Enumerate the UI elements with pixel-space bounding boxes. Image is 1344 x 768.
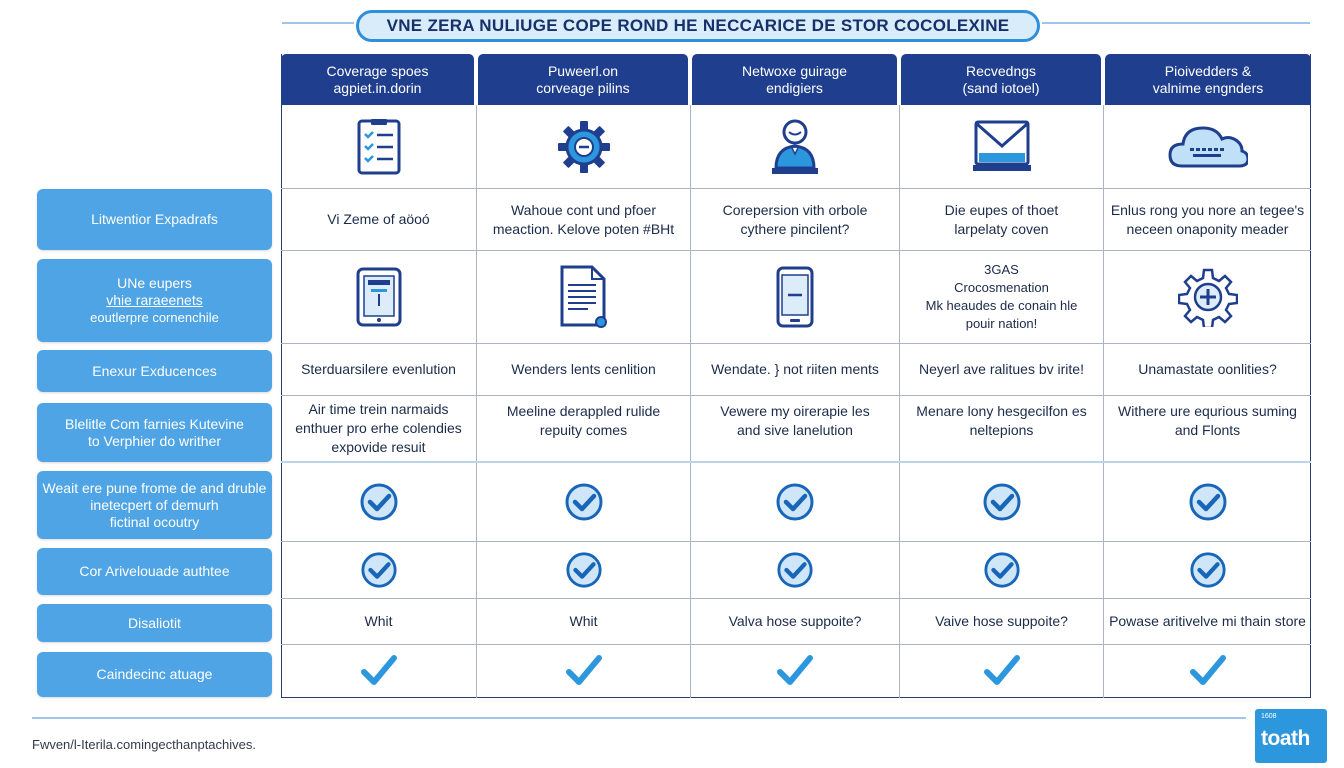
cell-text: enthuer pro erhe colendies xyxy=(295,420,462,436)
check-cell xyxy=(900,542,1103,598)
column-header-line: endigiers xyxy=(766,79,823,96)
icon-cell xyxy=(281,105,476,188)
person-icon xyxy=(770,118,820,176)
row-label-text: to Verphier do writher xyxy=(87,432,222,449)
icon-cell xyxy=(691,105,899,188)
column-header-5 xyxy=(1105,54,1311,105)
check-cell xyxy=(691,463,899,541)
row-label-1 xyxy=(37,189,272,250)
row-label-text: Blelitle Com farnies Kutevine xyxy=(65,415,244,432)
icon-cell xyxy=(900,105,1103,188)
check-circle-icon xyxy=(1188,482,1228,522)
icon-cell xyxy=(281,251,476,343)
check-cell xyxy=(477,645,690,697)
row-label-text: UNe eupers xyxy=(117,275,192,291)
cell-text: repuity comes xyxy=(539,422,628,438)
check-cell xyxy=(691,645,899,697)
icon-cell xyxy=(1104,105,1311,188)
table-cell xyxy=(477,599,690,644)
row-label-5 xyxy=(37,471,272,539)
brand-logo[interactable] xyxy=(1255,709,1327,763)
cell-text: Wahoue cont und pfoer xyxy=(510,201,657,218)
table-cell xyxy=(691,599,899,644)
column-header-line: Recvedngs xyxy=(965,62,1037,79)
check-circle-icon xyxy=(565,551,603,589)
cell-text: 3GAS xyxy=(984,262,1019,277)
column-header-3 xyxy=(692,54,897,105)
cell-text: Unamastate oonlities? xyxy=(1138,361,1277,377)
row-label-6 xyxy=(37,548,272,595)
cell-text: cythere pincilent? xyxy=(740,220,850,237)
check-cell xyxy=(1104,645,1311,697)
row-label-text: Litwentior Expadrafs xyxy=(91,211,218,227)
cell-text: Powase aritivelve mi thain store xyxy=(1109,613,1306,629)
document-icon xyxy=(558,265,610,329)
cell-text: Corepersion vith orbole xyxy=(722,201,868,218)
check-cell xyxy=(1104,542,1311,598)
row-label-text: vhie raraeenets xyxy=(106,292,203,308)
table-cell xyxy=(691,344,899,395)
cell-text: Crocosmenation xyxy=(954,280,1049,295)
icon-cell xyxy=(477,105,690,188)
check-cell xyxy=(691,542,899,598)
check-cell xyxy=(1104,463,1311,541)
row-label-text: inetecpert of demurh xyxy=(90,496,219,513)
footer-source: Fwven/l-Iterila.comingecthanptachives. xyxy=(32,737,256,752)
gear-icon xyxy=(557,120,611,174)
cell-text: Whit xyxy=(364,613,393,629)
title-rule-right xyxy=(1042,22,1310,24)
checkmark-icon xyxy=(565,654,603,688)
phone-icon xyxy=(776,266,814,328)
row-label-text: Weait ere pune frome de and druble xyxy=(42,479,267,496)
cell-text: Wendate. } not riiten ments xyxy=(711,361,879,377)
cell-text: Meeline derappled rulide xyxy=(506,403,661,419)
cell-text: meaction. Kelove poten #BHt xyxy=(492,220,675,237)
row-label-text: fictinal ocoutry xyxy=(109,513,200,530)
check-circle-icon xyxy=(982,482,1022,522)
column-header-line: valnime engnders xyxy=(1152,79,1264,96)
column-header-1 xyxy=(281,54,474,105)
row-label-text: Cor Arivelouade authtee xyxy=(79,563,230,579)
check-circle-icon xyxy=(359,482,399,522)
logo-small-text: 1608 xyxy=(1261,713,1277,720)
table-cell xyxy=(900,251,1103,343)
table-cell xyxy=(900,599,1103,644)
page-title: VNE ZERA NULIUGE COPE ROND HE NECCARICE DE STOR COCOLEXINE xyxy=(356,10,1040,42)
row-label-text: Disaliotit xyxy=(128,614,181,631)
cell-text: neceen onaponity meader xyxy=(1126,220,1289,237)
table-cell xyxy=(477,396,690,461)
column-header-line: agpiet.in.dorin xyxy=(333,79,422,96)
row-label-7 xyxy=(37,604,272,642)
table-cell xyxy=(1104,344,1311,395)
column-header-4 xyxy=(901,54,1101,105)
table-cell xyxy=(1104,189,1311,250)
table-cell xyxy=(281,344,476,395)
checkmark-icon xyxy=(1189,654,1227,688)
logo-text: toath xyxy=(1261,727,1310,750)
cell-text: Vi Zeme of aöoó xyxy=(327,211,430,227)
cell-text: Air time trein narmaids xyxy=(308,401,449,417)
column-header-line: (sand iotoel) xyxy=(962,79,1040,96)
check-cell xyxy=(477,463,690,541)
table-cell xyxy=(281,189,476,250)
gear-plus-icon xyxy=(1178,267,1238,327)
table-cell xyxy=(900,189,1103,250)
row-label-3 xyxy=(37,350,272,392)
cell-text: Vewere my oirerapie les xyxy=(720,403,870,419)
cell-text: pouir nation! xyxy=(965,316,1038,331)
table-cell xyxy=(477,189,690,250)
check-cell xyxy=(281,463,476,541)
cell-text: Vaive hose suppoite? xyxy=(935,613,1068,629)
cell-text: and Flonts xyxy=(1174,422,1241,438)
icon-cell xyxy=(691,251,899,343)
tablet-icon xyxy=(356,267,402,327)
check-cell xyxy=(281,645,476,697)
check-cell xyxy=(281,542,476,598)
table-cell xyxy=(281,599,476,644)
footer-divider xyxy=(32,717,1246,719)
cell-text: Mk heaudes de conain hle xyxy=(925,298,1078,313)
cell-text: Menare lony hesgecilfon es xyxy=(916,403,1087,419)
cell-text: Die eupes of thoet xyxy=(944,201,1059,218)
cloud-icon xyxy=(1168,124,1248,170)
check-cell xyxy=(900,463,1103,541)
table-cell xyxy=(1104,599,1311,644)
check-circle-icon xyxy=(564,482,604,522)
table-cell xyxy=(900,396,1103,461)
table-cell xyxy=(691,396,899,461)
row-label-text: eoutlerpre cornenchile xyxy=(90,310,219,325)
table-cell xyxy=(477,344,690,395)
check-circle-icon xyxy=(775,482,815,522)
cell-text: neltepions xyxy=(969,422,1034,438)
column-header-line: Pioivedders & xyxy=(1164,62,1252,79)
cell-text: Valva hose suppoite? xyxy=(728,613,862,629)
table-cell xyxy=(900,344,1103,395)
checkmark-icon xyxy=(776,654,814,688)
cell-text: Withere ure equrious suming xyxy=(1118,403,1297,419)
column-header-line: Netwoxe guirage xyxy=(741,62,848,79)
cell-text: expovide resuit xyxy=(331,439,426,455)
cell-text: Wenders lents cenlition xyxy=(511,361,656,377)
table-cell xyxy=(1104,396,1311,461)
row-label-text: Caindecinc atuage xyxy=(96,666,213,682)
checklist-icon xyxy=(357,119,401,175)
cell-text: and sive lanelution xyxy=(737,422,853,438)
table-cell xyxy=(281,396,476,461)
cell-text: larpelaty coven xyxy=(954,220,1049,237)
column-header-line: Coverage spoes xyxy=(326,62,429,79)
envelope-icon xyxy=(973,119,1031,175)
cell-text: Sterduarsilere evenlution xyxy=(301,361,456,377)
check-cell xyxy=(477,542,690,598)
check-circle-icon xyxy=(360,551,398,589)
check-cell xyxy=(900,645,1103,697)
row-label-8 xyxy=(37,652,272,697)
title-rule-left xyxy=(282,22,354,24)
column-header-2 xyxy=(478,54,688,105)
check-circle-icon xyxy=(776,551,814,589)
checkmark-icon xyxy=(360,654,398,688)
check-circle-icon xyxy=(1189,551,1227,589)
check-circle-icon xyxy=(983,551,1021,589)
row-label-text: Enexur Exducences xyxy=(92,362,217,379)
column-header-line: Puweerl.on xyxy=(547,62,619,79)
row-label-2 xyxy=(37,259,272,342)
cell-text: Neyerl ave ralitues bv irite! xyxy=(919,361,1084,377)
cell-text: Whit xyxy=(569,613,598,629)
icon-cell xyxy=(477,251,690,343)
table-cell xyxy=(691,189,899,250)
column-header-line: corveage pilins xyxy=(536,79,630,96)
icon-cell xyxy=(1104,251,1311,343)
cell-text: Enlus rong you nore an tegee's xyxy=(1110,201,1305,218)
row-label-4 xyxy=(37,403,272,462)
checkmark-icon xyxy=(983,654,1021,688)
